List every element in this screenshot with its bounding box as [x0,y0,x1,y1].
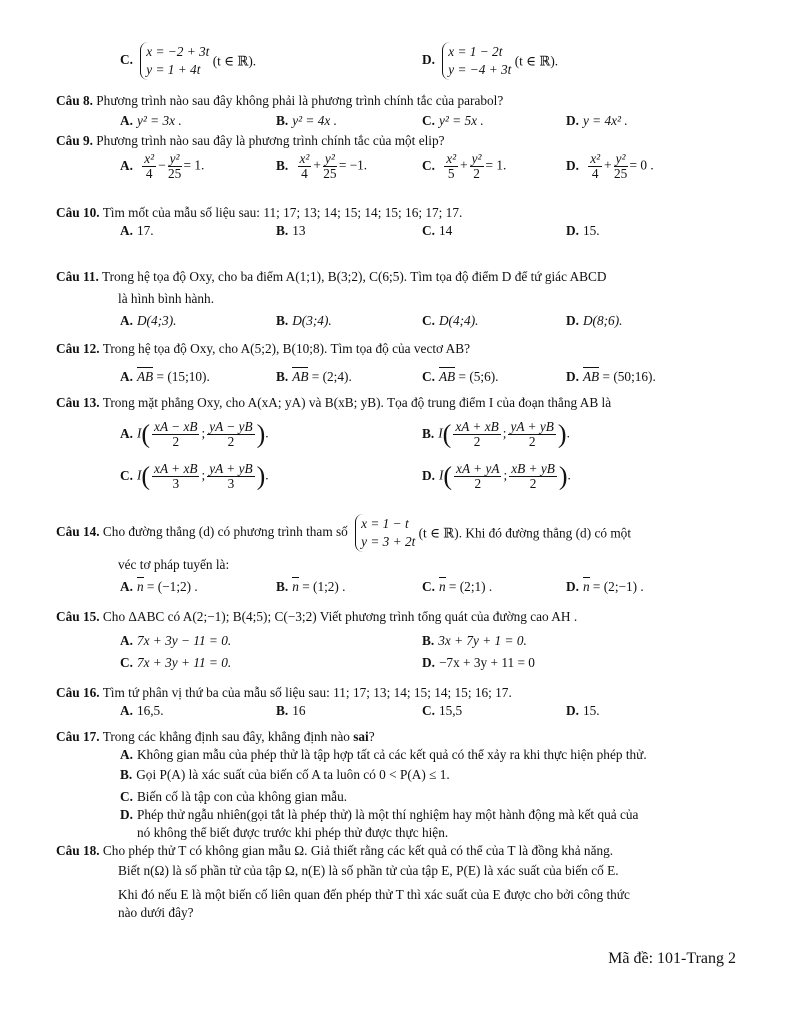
q14-option-b: B. n = (1;2) . [276,579,346,594]
q9-option-a: A. $\frac{\text{x²}}{4}$ − $\frac{\text{y²}}{25}$ = 1. [120,151,205,181]
q17-option-c: C. Biến cố là tập con của không gian mẫu. [120,789,348,804]
q10-option-a: A. 17. [120,223,154,238]
q16-option-b: B. 16 [276,703,306,718]
q9-option-b: B. $\frac{\text{x²}}{4}$ + $\frac{\text{y²}}{25}$ = −1. [276,151,368,181]
q9-option-c: C. $\frac{\text{x²}}{5}$ + $\frac{\text{y²}}{2}$ = 1. [422,151,507,181]
q8-option-c: C. y² = 5x . [422,113,484,128]
q8-option-a: A. y² = 3x . [120,113,182,128]
q12-option-d: D. AB = (50;16). [566,369,656,384]
vector-n: n [438,579,446,594]
q7-option-d: D. x = 1 − 2t y = −4 + 3t (t ∈ ℝ). [422,42,558,80]
question-14-cont: véc tơ pháp tuyến là: [118,557,230,572]
q9-option-d: D. $\frac{\text{x²}}{4}$ + $\frac{\text{y²}}{25}$ = 0 . [566,151,654,181]
q16-option-d: D. 15. [566,703,600,718]
vector-n: n [292,579,299,594]
question-8: Câu 8. Phương trình nào sau đây không phải là phương trình chính tắc của parabol? [56,93,504,108]
q11-option-d: D. D(8;6). [566,313,623,328]
question-12: Câu 12. Trong hệ tọa độ Oxy, cho A(5;2), B(10;8). Tìm tọa độ của vectơ AB? [56,341,471,356]
q7-c-system: x = −2 + 3t y = 1 + 4t [140,42,209,80]
question-10: Câu 10. Tìm mốt của mẫu số liệu sau: 11; 17; 13; 14; 15; 14; 15; 16; 17; 17. [56,205,463,220]
vector-n: n [136,579,144,594]
q17-option-d: D. Phép thử ngẫu nhiên(gọi tắt là phép thử) là một thí nghiệm hay một hành động mà kết quả của [120,807,639,822]
q17-option-d-cont: nó không thể biết được trước khi phép thử được thực hiện. [137,825,449,840]
question-18-line2: Biết n(Ω) là số phần tử của tập Ω, n(E) là số phần tử của tập E, P(E) là xác suất của biến cố E. [118,863,619,878]
q8-option-d: D. y = 4x² . [566,113,628,128]
q12-option-b: B. AB = (2;4). [276,369,352,384]
q10-option-c: C. 14 [422,223,453,238]
question-18-line3: Khi đó nếu E là một biến cố liên quan đến phép thử T thì xác suất của E được cho bởi công thức [118,887,630,902]
q7-d-system: x = 1 − 2t y = −4 + 3t [442,42,511,80]
q14-option-d: D. n = (2;−1) . [566,579,644,594]
vector-n: n [582,579,590,594]
q14-option-a: A. n = (−1;2) . [120,579,198,594]
q15-option-a: A. 7x + 3y − 11 = 0. [120,633,232,648]
q10-option-d: D. 15. [566,223,600,238]
question-18: Câu 18. Cho phép thử T có không gian mẫu Ω. Giả thiết rằng các kết quả có thể của T là đồng khả năng. [56,843,614,858]
vector-ab: AB [582,369,600,384]
page-footer: Mã đề: 101-Trang 2 [608,950,736,967]
vector-ab: AB [438,369,456,384]
q17-option-a: A. Không gian mẫu của phép thử là tập hợp tất cả các kết quả có thể xảy ra khi thực hiện phép thử. [120,747,647,762]
question-13: Câu 13. Trong mặt phẳng Oxy, cho A(xA; yA) và B(xB; yB). Tọa độ trung điểm I của đoạn thẳng AB là [56,395,612,410]
q7-option-c: C. x = −2 + 3t y = 1 + 4t (t ∈ ℝ). [120,42,256,80]
q10-option-b: B. 13 [276,223,306,238]
q11-option-c: C. D(4;4). [422,313,479,328]
q13-option-d: D. I( $\frac{xA + yA}{2}$ ; $\frac{xB + yB}{2}$ ). [422,461,571,491]
q16-option-a: A. 16,5. [120,703,164,718]
question-17: Câu 17. Trong các khẳng định sau đây, khẳng định nào sai? [56,729,375,744]
question-18-line4: nào dưới đây? [118,905,194,920]
question-11-cont: là hình bình hành. [118,291,215,306]
question-9: Câu 9. Phương trình nào sau đây là phương trình chính tắc của một elip? [56,133,445,148]
q15-option-b: B. 3x + 7y + 1 = 0. [422,633,527,648]
question-16: Câu 16. Tìm tứ phân vị thứ ba của mẫu số liệu sau: 11; 17; 13; 14; 15; 14; 15; 16; 17. [56,685,512,700]
question-15: Câu 15. Cho ΔABC có A(2;−1); B(4;5); C(−3;2) Viết phương trình tổng quát của đường cao AH . [56,609,578,624]
q16-option-c: C. 15,5 [422,703,463,718]
q15-option-d: D. −7x + 3y + 11 = 0 [422,655,535,670]
q13-option-c: C. I( $\frac{xA + xB}{3}$ ; $\frac{yA + yB}{3}$ ). [120,461,269,491]
q13-option-b: B. I( $\frac{xA + xB}{2}$ ; $\frac{yA + yB}{2}$ ). [422,419,570,449]
q8-option-b: B. y² = 4x . [276,113,337,128]
q11-option-a: A. D(4;3). [120,313,177,328]
q12-option-c: C. AB = (5;6). [422,369,499,384]
vector-ab: AB [292,369,309,384]
q12-option-a: A. AB = (15;10). [120,369,210,384]
question-11: Câu 11. Trong hệ tọa độ Oxy, cho ba điểm A(1;1), B(3;2), C(6;5). Tìm tọa độ điểm D để tứ giác ABCD [56,269,607,284]
q11-option-b: B. D(3;4). [276,313,332,328]
question-14: Câu 14. Cho đường thẳng (d) có phương trình tham số x = 1 − t y = 3 + 2t (t ∈ ℝ). Khi đó đường thẳng (d) có một [56,514,746,552]
q14-system: x = 1 − t y = 3 + 2t [355,514,415,552]
q17-option-b: B. Gọi P(A) là xác suất của biến cố A ta luôn có 0 < P(A) ≤ 1. [120,767,450,782]
q14-option-c: C. n = (2;1) . [422,579,493,594]
vector-ab: AB [136,369,154,384]
q13-option-a: A. I( $\frac{xA - xB}{2}$ ; $\frac{yA - yB}{2}$ ). [120,419,269,449]
q15-option-c: C. 7x + 3y + 11 = 0. [120,655,232,670]
